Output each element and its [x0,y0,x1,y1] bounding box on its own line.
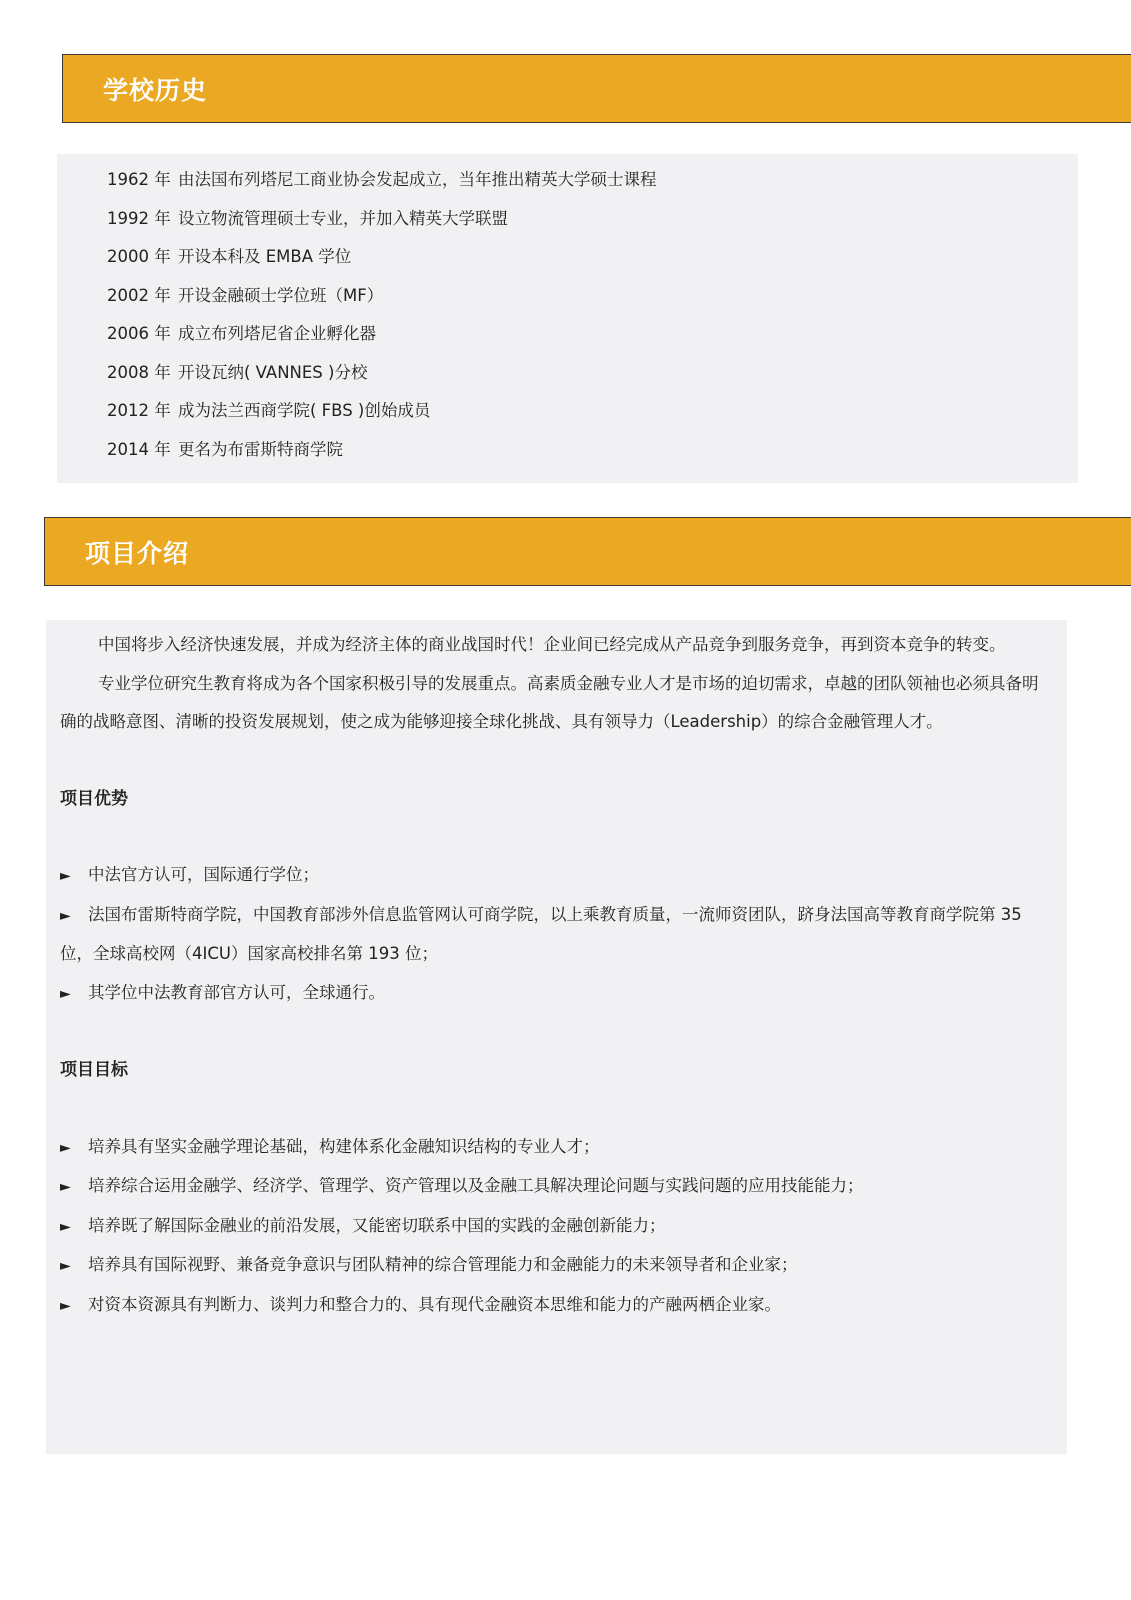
history-year: 2012 年 [107,401,171,420]
bullet-arrow-icon: ► [60,907,71,924]
intro-paragraph: 专业学位研究生教育将成为各个国家积极引导的发展重点。高素质金融专业人才是市场的迫切需求，卓越的团队领袖也必须具备明确的战略意图、清晰的投资发展规划，使之成为能够迎接全球化挑战、具有领导力（Leadership）的综合金融管理人才。 [60,673,1039,731]
advantage-item [60,856,1053,896]
history-event: 设立物流管理硕士专业，并加入精英大学联盟 [178,208,508,228]
bullet-arrow-icon: ► [60,1218,71,1235]
advantage-text: 其学位中法教育部官方认可，全球通行。 [88,982,385,1002]
program-section-title: 项目介绍 [85,538,190,568]
advantages-heading: 项目优势 [60,788,128,809]
history-section-title: 学校历史 [103,75,208,105]
goals-heading: 项目目标 [60,1060,128,1080]
advantage-item [60,974,1053,1014]
history-event: 由法国布列塔尼工商业协会发起成立，当年推出精英大学硕士课程 [178,170,657,189]
history-panel [57,154,1078,483]
history-row [57,284,1078,323]
history-event: 开设金融硕士学位班（MF） [178,285,384,305]
bullet-arrow-icon: ► [60,868,71,884]
goal-text: 培养具有国际视野、兼备竞争意识与团队精神的综合管理能力和金融能力的未来领导者和企业家； [88,1255,798,1274]
goal-item [60,1207,1053,1247]
bullet-arrow-icon: ► [60,985,71,1002]
intro-paragraph: 中国将步入经济快速发展，并成为经济主体的商业战国时代！企业间已经完成从产品竞争到服务竞争，再到资本竞争的转变。 [97,635,1006,654]
goal-text: 对资本资源具有判断力、谈判力和整合力的、具有现代金融资本思维和能力的产融两栖企业家。 [88,1294,781,1314]
history-year: 2014 年 [107,439,171,459]
goal-text: 培养具有坚实金融学理论基础，构建体系化金融知识结构的专业人才； [88,1136,600,1156]
history-row [57,361,1078,400]
bullet-arrow-icon: ► [60,1258,71,1274]
program-panel [46,620,1067,1454]
program-section-header [44,517,1131,586]
history-year: 2008 年 [107,362,171,382]
history-year: 2006 年 [107,324,171,343]
history-row [57,168,1078,207]
history-row [57,207,1078,246]
goal-item [60,1246,1053,1286]
history-event: 成为法兰西商学院( FBS )创始成员 [178,401,431,420]
history-year: 2000 年 [107,247,171,266]
goal-item [60,1167,1053,1207]
goal-text: 培养既了解国际金融业的前沿发展，又能密切联系中国的实践的金融创新能力； [88,1215,666,1235]
history-row [57,322,1078,361]
advantage-text: 法国布雷斯特商学院，中国教育部涉外信息监管网认可商学院，以上乘教育质量，一流师资团队，跻身法国高等教育商学院第 35 位，全球高校网（4ICU）国家高校排名第 193 位； [60,904,1022,963]
history-year: 2002 年 [107,285,171,305]
bullet-arrow-icon: ► [60,1179,71,1195]
advantage-text: 中法官方认可，国际通行学位； [88,865,319,884]
history-event: 开设本科及 EMBA 学位 [178,247,352,266]
bullet-arrow-icon: ► [60,1297,71,1314]
history-row [57,399,1078,438]
history-event: 开设瓦纳( VANNES )分校 [178,362,368,382]
goal-item [60,1128,1053,1168]
history-year: 1992 年 [107,208,171,228]
history-row [57,245,1078,284]
history-event: 更名为布雷斯特商学院 [178,439,343,459]
advantage-item [60,896,1053,974]
history-event: 成立布列塔尼省企业孵化器 [178,324,376,343]
goal-text: 培养综合运用金融学、经济学、管理学、资产管理以及金融工具解决理论问题与实践问题的应用技能能力； [88,1176,864,1195]
history-section-header [62,54,1131,123]
history-year: 1962 年 [107,170,171,189]
history-row [57,438,1078,477]
goal-item [60,1286,1053,1326]
bullet-arrow-icon: ► [60,1139,71,1156]
